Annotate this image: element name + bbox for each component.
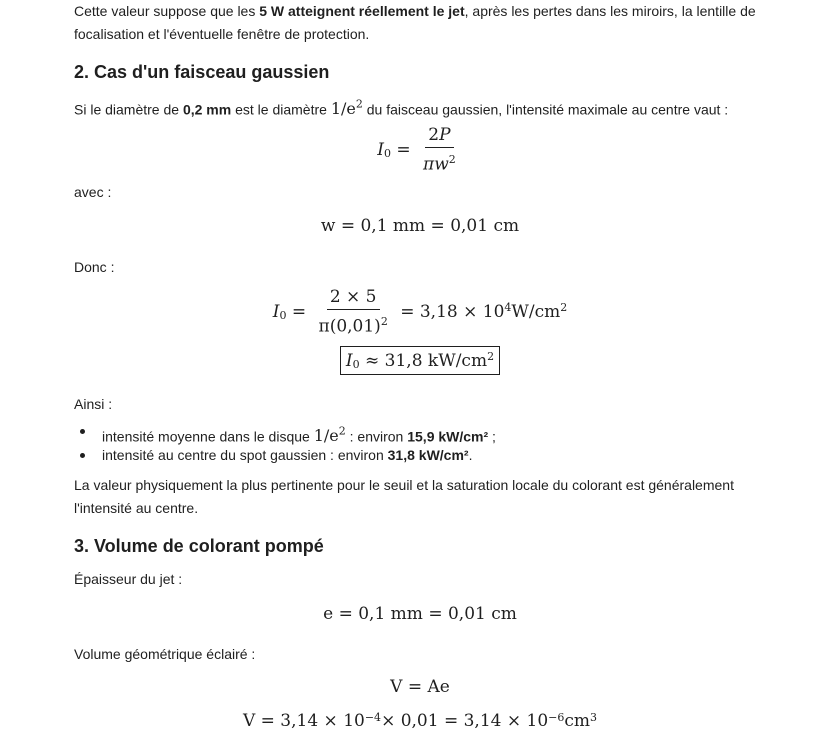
v-equation-1-text: V = Ae [390,677,450,697]
bullet-1-pre: intensité moyenne dans le disque [102,428,314,445]
v-eq2-a: V = 3,14 × 10 [242,711,365,731]
bullet-1-math: 1/e [313,426,339,446]
volume-label: Volume géométrique éclairé : [74,646,256,662]
s2-intro-bold: 0,2 mm [182,101,232,118]
inverse-e-squared: $1/e^2$ [330,98,363,119]
intensity-formula: I $_0$ = $\frac{2P}{\pi w^2}$ [377,125,456,175]
v-eq2-b: × 0,01 = 3,14 × 10 [381,711,549,731]
v-eq2-exp2: −6 [548,710,565,724]
bullet-1-mid: : environ [345,428,408,445]
e-equation-text: e = 0,1 mm = 0,01 cm [323,604,517,624]
v-equation-1 [74,677,766,697]
v-eq2-exp1: −4 [364,710,382,724]
section-2-intro [74,93,774,121]
w-equation-text: w = 0,1 mm = 0,01 cm [320,216,520,236]
bullet-2-bold: 31,8 kW/cm² [387,447,469,463]
bullet-2-pre: intensité au centre du spot gaussien : environ [102,447,388,463]
bullet-1-post: ; [488,428,496,445]
result-unit: W/cm [511,301,561,322]
v-equation-2 [74,711,766,731]
intensity-computation: I $_0$ = $\frac{2 \times 5}{\pi(0,01)^2}$ = 3,18 × 10 $^4$ W/cm $^2$ [272,287,568,337]
intro-text-1: Cette valeur suppose que les [74,3,260,19]
inverse-e-text: 1/e [330,99,356,119]
bullet-dot-icon [80,429,85,434]
bullet-2-post: . [468,447,473,463]
s2-intro-t2: est le diamètre [231,101,331,118]
avec-label: avec : [74,184,112,200]
intro-paragraph [74,0,774,46]
bullet-dot-icon [80,453,85,458]
v-eq2-exp3: 3 [590,710,598,724]
e-equation [74,604,766,624]
section-3-heading: 3. Volume de colorant pompé [74,536,324,556]
s2-intro-t3: du faisceau gaussien, l'intensité maximale au centre vaut : [362,101,729,118]
v-eq2-c: cm [564,711,591,731]
bullet-1-bold: 15,9 kW/cm² [407,428,489,445]
conclusion-paragraph: La valeur physiquement la plus pertinente pour le seuil et la saturation locale du colorant est généralement l'intensité au centre. [74,477,734,516]
boxed-result-text: ≈ 31,8 kW/cm [365,350,488,371]
donc-label: Donc : [74,259,115,275]
intro-bold: 5 W atteignent réellement le jet [259,3,465,19]
section-2-heading: 2. Cas d'un faisceau gaussien [74,62,330,82]
result-rhs: = 3,18 × 10 [400,301,505,322]
intro-text-2: , après les pertes dans les miroirs, la lentille de focalisation et l'éventuelle fenêtre de protection. [74,3,756,42]
w-equation [74,216,766,236]
result-exp: 4 [504,301,512,315]
boxed-result: I $_0$ ≈ 31,8 kW/cm $^2$ [74,346,766,375]
s2-intro-t1: Si le diamètre de [74,101,183,118]
ainsi-label: Ainsi : [74,396,113,412]
epaisseur-label: Épaisseur du jet : [74,571,183,587]
